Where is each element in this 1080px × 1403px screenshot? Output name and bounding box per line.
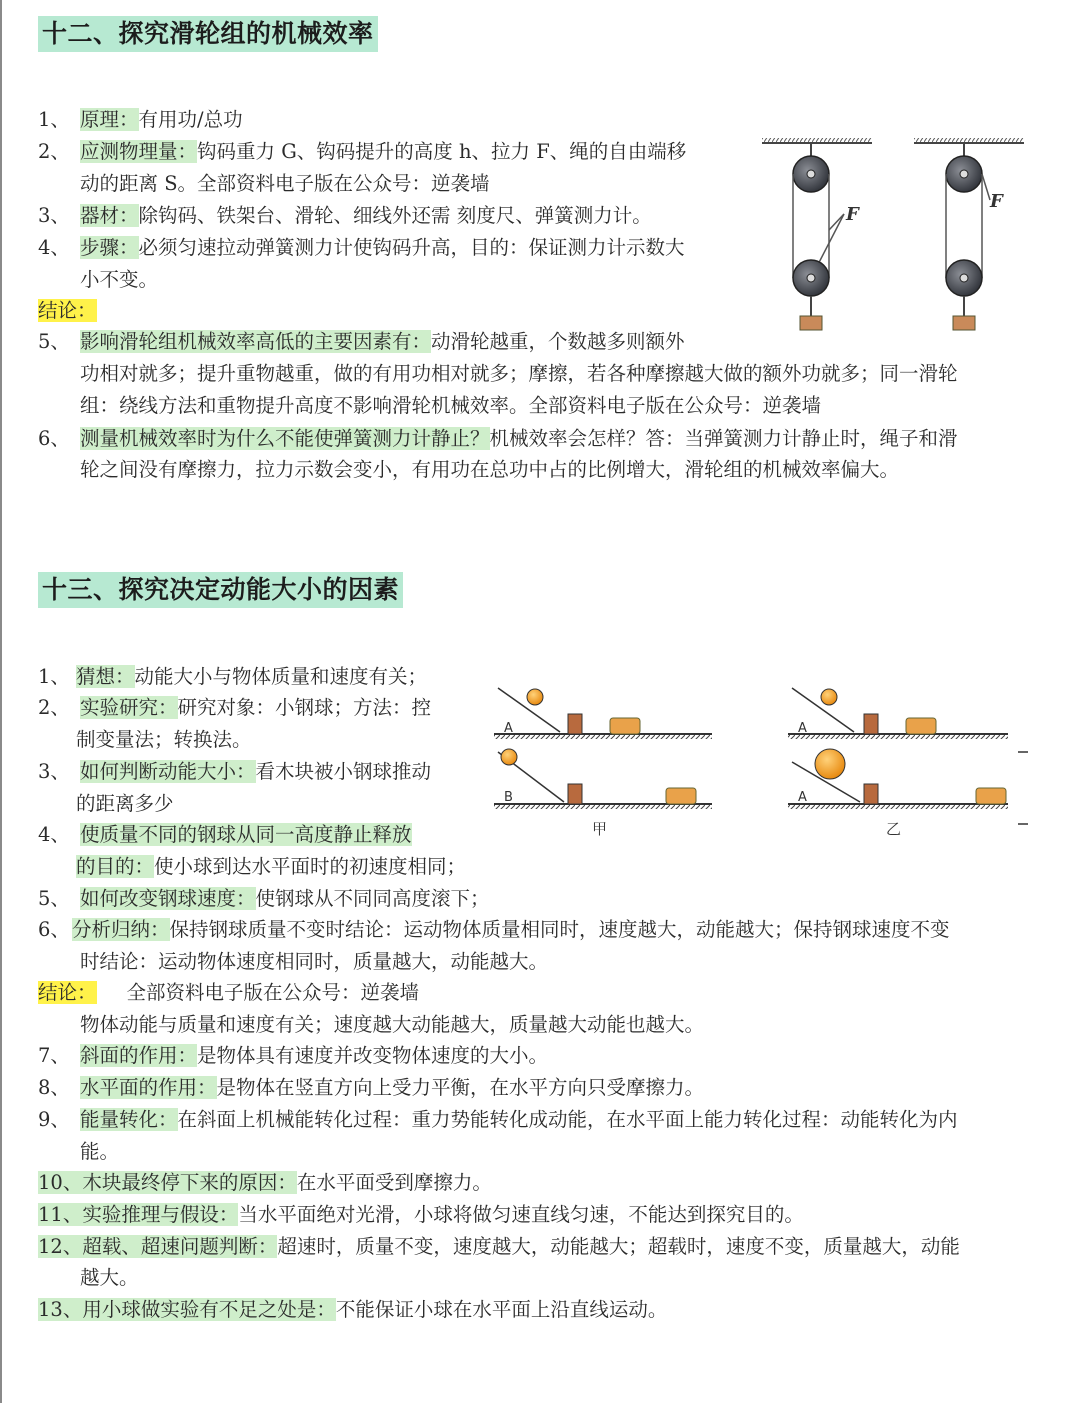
conclusion-12: [38, 296, 97, 326]
item-key: 13、用小球做实验有不足之处是：: [38, 1298, 336, 1321]
pulley-figure: [756, 130, 1036, 340]
item-13-6: 6、 分析归纳：保持钢球质量不变时结论：运动物体质量相同时，速度越大，动能越大；保持钢球速度不变: [38, 918, 950, 941]
item-13-8: 8、 水平面的作用：是物体在竖直方向上受力平衡，在水平方向只受摩擦力。: [38, 1076, 705, 1099]
item-12-5-cont: 功相对就多；提升重物越重，做的有用功相对就多；摩擦，若各种摩擦越大做的额外功就多；同一滑轮: [80, 362, 958, 385]
item-key: 应测物理量：: [80, 140, 198, 163]
item-key: 步骤：: [80, 236, 139, 259]
caption-jia: 甲: [592, 820, 608, 838]
item-key: 实验研究：: [80, 696, 178, 719]
item-13-2: 2、 实验研究：研究对象：小钢球；方法：控: [38, 696, 432, 719]
item-12-6-cont: 轮之间没有摩擦力，拉力示数会变小，有用功在总功中占的比例增大，滑轮组的机械效率偏大。: [80, 458, 900, 481]
item-key: 的目的：: [76, 855, 155, 878]
conclusion-13-text: 物体动能与质量和速度有关；速度越大动能越大，质量越大动能也越大。: [80, 1013, 705, 1036]
pulley-system-left: [762, 138, 872, 330]
item-12-3: 3、 器材：除钩码、铁架台、滑轮、细线外还需 刻度尺、弹簧测力计。: [38, 204, 652, 227]
force-label-right: F: [990, 191, 1003, 212]
label-b1: B: [504, 790, 513, 805]
item-12-4: 4、 步骤：必须匀速拉动弹簧测力计使钩码升高，目的：保证测力计示数大: [38, 236, 685, 259]
item-key: 器材：: [80, 204, 139, 227]
item-12-5-cont2: 组：绕线方法和重物提升高度不影响滑轮机械效率。全部资料电子版在公众号：逆袭墙: [80, 394, 822, 417]
item-13-2-cont: 制变量法；转换法。: [76, 728, 252, 751]
item-13-12: 12、超载、超速问题判断：超速时，质量不变，速度越大，动能越大；超载时，速度不变，质量越大，动能: [38, 1235, 960, 1258]
item-key: 猜想：: [76, 665, 135, 688]
item-13-4: 4、 使质量不同的钢球从同一高度静止释放: [38, 823, 412, 846]
item-13-1: 1、 猜想：动能大小与物体质量和速度有关；: [38, 665, 428, 688]
item-key: 水平面的作用：: [80, 1076, 217, 1099]
item-key: 如何判断动能大小：: [80, 760, 256, 783]
item-13-11: 11、实验推理与假设：当水平面绝对光滑，小球将做匀速直线匀速，不能达到探究目的。: [38, 1203, 804, 1226]
item-12-2: 2、 应测物理量：钩码重力 G、钩码提升的高度 h、拉力 F、绳的自由端移: [38, 140, 687, 163]
item-13-4-cont: 的目的：使小球到达水平面时的初速度相同；: [76, 855, 467, 878]
section-12-title: 十二、探究滑轮组的机械效率: [38, 16, 378, 52]
item-key: 12、超载、超速问题判断：: [38, 1235, 278, 1258]
item-12-2-cont: 动的距离 S。全部资料电子版在公众号：逆袭墙: [80, 172, 490, 195]
section-13-title: 十三、探究决定动能大小的因素: [38, 572, 403, 608]
item-13-7: 7、 斜面的作用：是物体具有速度并改变物体速度的大小。: [38, 1044, 549, 1067]
item-13-10: 10、木块最终停下来的原因：在水平面受到摩擦力。: [38, 1171, 492, 1194]
conclusion-label: 结论：: [38, 981, 97, 1004]
experiment-yi-bottom: [788, 749, 1008, 838]
force-label-left: F: [846, 204, 859, 225]
item-13-9: 9、 能量转化：在斜面上机械能转化过程：重力势能转化成动能，在水平面上能力转化过程：动能转化为内: [38, 1108, 958, 1131]
experiment-jia-bottom: [494, 749, 712, 838]
item-13-13: 13、用小球做实验有不足之处是：不能保证小球在水平面上沿直线运动。: [38, 1298, 668, 1321]
item-13-5: 5、 如何改变钢球速度：使钢球从不同同高度滚下；: [38, 887, 490, 910]
item-key: 能量转化：: [80, 1108, 178, 1131]
item-13-6-cont: 时结论：运动物体速度相同时，质量越大，动能越大。: [80, 950, 549, 973]
caption-yi: 乙: [886, 820, 902, 838]
item-13-9-cont: 能。: [80, 1140, 120, 1163]
item-12-5: 5、 影响滑轮组机械效率高低的主要因素有：动滑轮越重，个数越多则额外: [38, 330, 685, 353]
item-12-4-cont: 小不变。: [80, 268, 159, 291]
item-key: 测量机械效率时为什么不能使弹簧测力计静止？: [80, 427, 490, 450]
item-key: 10、木块最终停下来的原因：: [38, 1171, 297, 1194]
item-12-1: 1、 原理：有用功/总功: [38, 108, 243, 131]
item-key: 原理：: [80, 108, 139, 131]
item-13-12-cont: 越大。: [80, 1266, 139, 1289]
item-13-3-cont: 的距离多少: [76, 792, 174, 815]
conclusion-label: 结论：: [38, 299, 97, 322]
page-left-border: [0, 0, 2, 1403]
item-13-3: 3、 如何判断动能大小：看木块被小钢球推动: [38, 760, 432, 783]
experiment-yi-top: [788, 688, 1008, 739]
label-a3: A: [798, 790, 807, 805]
item-key: 使质量不同的钢球从同一高度静止释放: [80, 823, 412, 846]
experiment-jia-top: [494, 688, 712, 739]
label-a1: A: [504, 721, 513, 736]
item-key: 分析归纳：: [72, 918, 170, 941]
conclusion-13: 结论： 全部资料电子版在公众号：逆袭墙: [38, 981, 420, 1004]
item-key: 影响滑轮组机械效率高低的主要因素有：: [80, 330, 432, 353]
pulley-system-right: [914, 138, 1024, 330]
item-key: 11、实验推理与假设：: [38, 1203, 239, 1226]
item-12-6: 6、 测量机械效率时为什么不能使弹簧测力计静止？机械效率会怎样？答：当弹簧测力计静止时，绳子和滑: [38, 427, 958, 450]
item-key: 斜面的作用：: [80, 1044, 198, 1067]
kinetic-energy-figure: [490, 680, 1035, 840]
label-a2: A: [798, 721, 807, 736]
item-key: 如何改变钢球速度：: [80, 887, 256, 910]
